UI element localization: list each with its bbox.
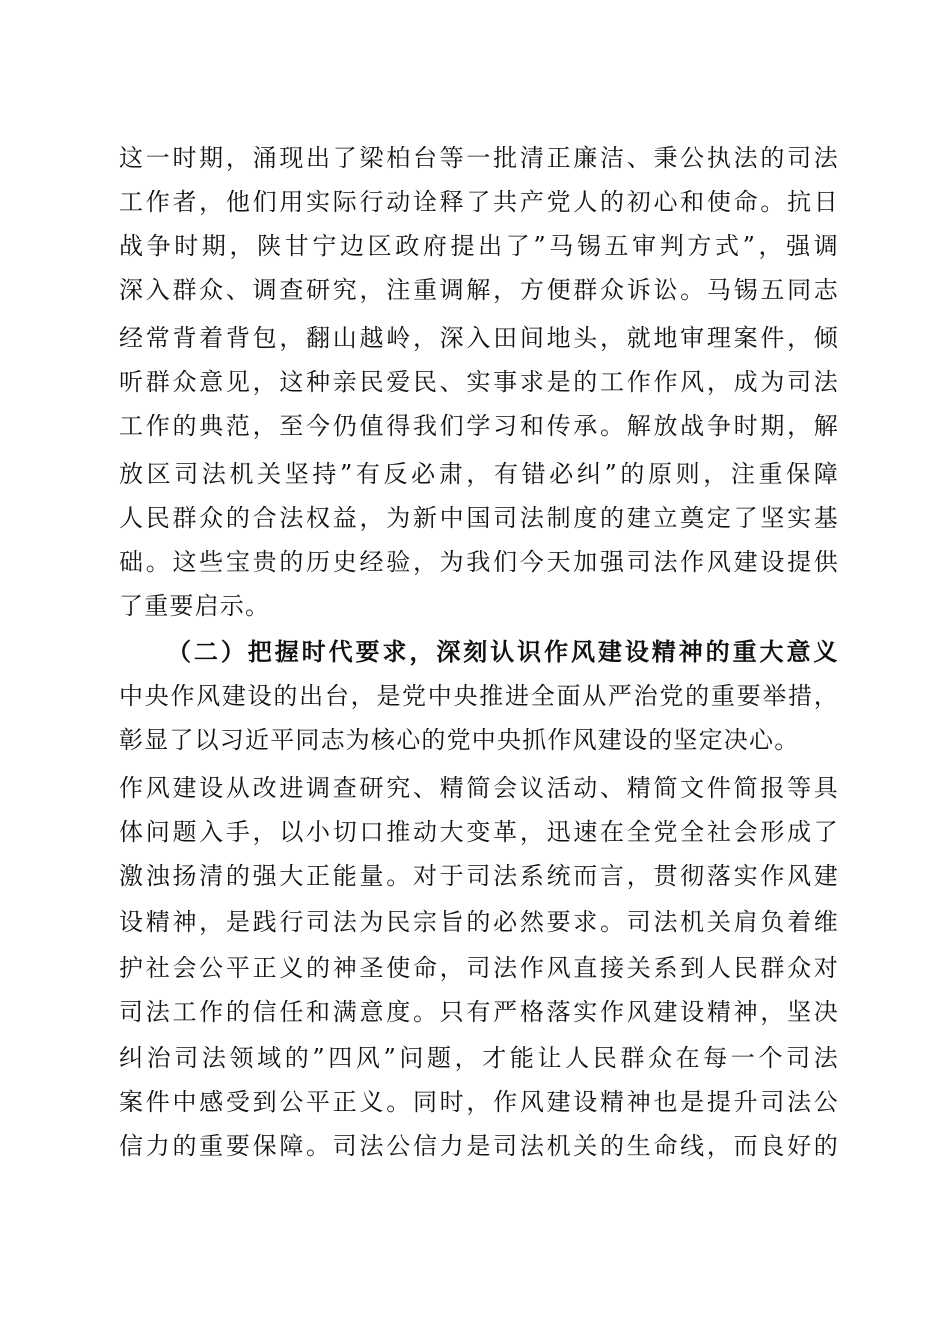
text-line-7: 工作的典范，至今仍值得我们学习和传承。解放战争时期，解 bbox=[119, 412, 839, 440]
text-line-4: 深入群众、调查研究，注重调解，方便群众诉讼。马锡五同志 bbox=[119, 276, 839, 304]
text-line-8: 放区司法机关坚持”有反必肃，有错必纠”的原则，注重保障 bbox=[119, 460, 839, 488]
section-heading: （二）把握时代要求，深刻认识作风建设精神的重大意义 bbox=[167, 637, 839, 666]
text-line-10: 础。这些宝贵的历史经验，为我们今天加强司法作风建设提供 bbox=[119, 548, 839, 576]
text-line-11: 了重要启示。 bbox=[119, 592, 271, 620]
text-line-13: 中央作风建设的出台，是党中央推进全面从严治党的重要举措， bbox=[119, 682, 839, 710]
text-line-1: 这一时期，涌现出了梁柏台等一批清正廉洁、秉公执法的司法 bbox=[119, 144, 839, 172]
text-line-2: 工作者，他们用实际行动诠释了共产党人的初心和使命。抗日 bbox=[119, 188, 839, 216]
text-line-17: 激浊扬清的强大正能量。对于司法系统而言，贯彻落实作风建 bbox=[119, 862, 839, 890]
text-line-15: 作风建设从改进调查研究、精简会议活动、精简文件简报等具 bbox=[119, 774, 839, 802]
text-line-9: 人民群众的合法权益，为新中国司法制度的建立奠定了坚实基 bbox=[119, 504, 839, 532]
text-line-20: 司法工作的信任和满意度。只有严格落实作风建设精神，坚决 bbox=[119, 998, 839, 1026]
text-line-19: 护社会公平正义的神圣使命，司法作风直接关系到人民群众对 bbox=[119, 954, 839, 982]
text-line-18: 设精神，是践行司法为民宗旨的必然要求。司法机关肩负着维 bbox=[119, 908, 839, 936]
text-line-16: 体问题入手，以小切口推动大变革，迅速在全党全社会形成了 bbox=[119, 818, 839, 846]
text-line-3: 战争时期，陕甘宁边区政府提出了”马锡五审判方式”，强调 bbox=[119, 232, 839, 260]
text-line-5: 经常背着背包，翻山越岭，深入田间地头，就地审理案件，倾 bbox=[119, 324, 839, 352]
text-line-21: 纠治司法领域的”四风”问题，才能让人民群众在每一个司法 bbox=[119, 1044, 839, 1072]
text-line-23: 信力的重要保障。司法公信力是司法机关的生命线，而良好的 bbox=[119, 1132, 839, 1160]
text-line-22: 案件中感受到公平正义。同时，作风建设精神也是提升司法公 bbox=[119, 1088, 839, 1116]
text-line-6: 听群众意见，这种亲民爱民、实事求是的工作作风，成为司法 bbox=[119, 368, 839, 396]
text-line-14: 彰显了以习近平同志为核心的党中央抓作风建设的坚定决心。 bbox=[119, 726, 800, 754]
